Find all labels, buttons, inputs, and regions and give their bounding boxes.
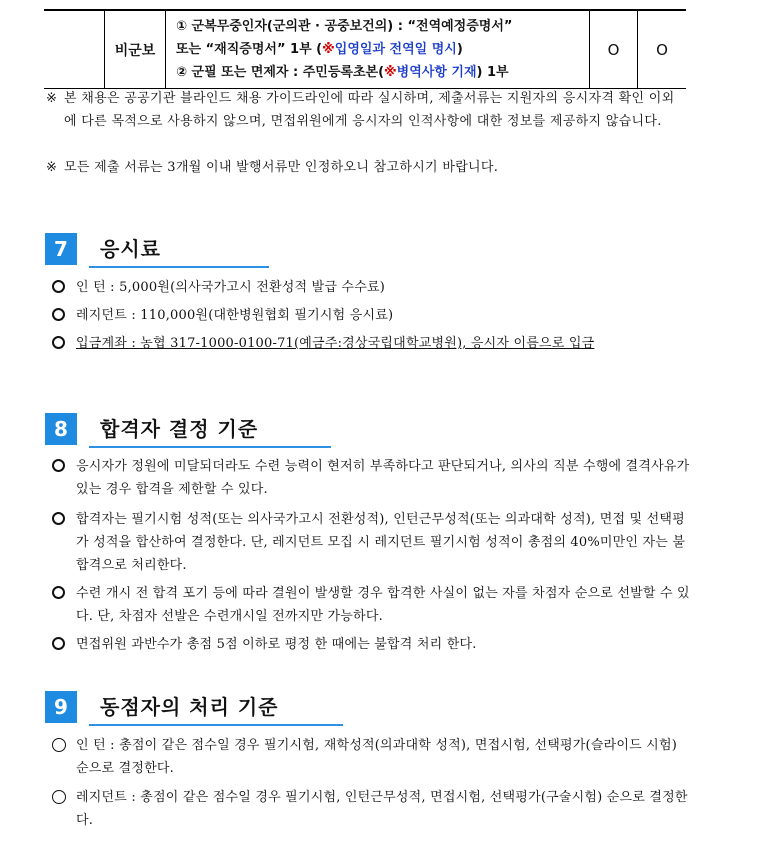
note-text: 본 채용은 공공기관 블라인드 채용 가이드라인에 따라 실시하며, 제출서류는 지원자의 응시자격 확인 이외에 다른 목적으로 사용하지 않으며, 면접위원에게 응시자의 인적사항에 대한 정보를 제공하지 않습니다. (64, 91, 675, 129)
section-underline (89, 446, 331, 448)
section-underline (89, 266, 269, 268)
circle-bullet-icon (52, 512, 65, 525)
section-number: 7 (45, 233, 77, 265)
bank-account-text: 입금계좌 : 농협 317-1000-0100-71(예금주:경상국립대학교병원), 응시자 이름으로 입금 (76, 336, 595, 351)
circle-bullet-icon (52, 790, 66, 804)
section-underline (89, 724, 343, 726)
table-line-1: ① 군복무중인자(군의관 · 공중보건의) : “전역예정증명서” (176, 19, 513, 34)
section-title: 합격자 결정 기준 (100, 417, 259, 441)
table-row-content (176, 15, 586, 84)
section-number: 8 (45, 413, 77, 445)
circle-bullet-icon (52, 459, 65, 472)
circle-bullet-icon (52, 280, 65, 293)
list-item: 인 턴 : 총점이 같은 점수일 경우 필기시험, 재학성적(의과대학 성적), 면접시험, 선택평가(슬라이드 시험) 순으로 결정한다. (52, 734, 692, 780)
list-item: 면접위원 과반수가 총점 5점 이하로 평정 한 때에는 불합격 처리 한다. (52, 633, 692, 656)
note-text: 모든 제출 서류는 3개월 이내 발행서류만 인정하오니 참고하시기 바랍니다. (64, 160, 499, 175)
list-item: 수련 개시 전 합격 포기 등에 따라 결원이 발생할 경우 합격한 사실이 없는 자를 차점자 순으로 선발할 수 있다. 단, 차점자 선발은 수련개시일 전까지만 가능하다. (52, 582, 692, 628)
circle-bullet-icon (52, 637, 65, 650)
note-symbol: ※ (46, 160, 58, 175)
table-row-label: 비군보 (114, 42, 156, 59)
list-item: 레지던트 : 총점이 같은 점수일 경우 필기시험, 인턴근무성적, 면접시험, 선택평가(구술시험) 순으로 결정한다. (52, 786, 692, 832)
table-divider (165, 11, 166, 88)
list-item: 인 턴 : 5,000원(의사국가고시 전환성적 발급 수수료) (52, 276, 692, 299)
list-item (52, 332, 692, 355)
table-mark-intern: O (607, 40, 620, 59)
table-line-2: 또는 “재직증명서” 1부 (※입영일과 전역일 명시) (176, 42, 463, 57)
circle-bullet-icon (52, 308, 65, 321)
section-number: 9 (45, 691, 77, 723)
note-blind-hiring (46, 87, 686, 133)
note-document-validity (46, 156, 686, 179)
circle-bullet-icon (52, 336, 65, 349)
section-title: 동점자의 처리 기준 (100, 695, 279, 719)
circle-bullet-icon (52, 586, 65, 599)
list-item: 합격자는 필기시험 성적(또는 의사국가고시 전환성적), 인턴근무성적(또는 의과대학 성적), 면접 및 선택평가 성적을 합산하여 결정한다. 단, 레지던트 모집 시 레지던트 필기시험 성적이 총점의 40%미만인 자는 불합격으로 처리한다. (52, 508, 692, 577)
list-item: 응시자가 정원에 미달되더라도 수련 능력이 현저히 부족하다고 판단되거나, 의사의 직분 수행에 결격사유가 있는 경우 합격을 제한할 수 있다. (52, 455, 692, 501)
circle-bullet-icon (52, 738, 66, 752)
table-mark-resident: O (656, 40, 668, 59)
section-title: 응시료 (100, 237, 161, 261)
table-line-3: ② 군필 또는 면제자 : 주민등록초본(※병역사항 기재) 1부 (176, 65, 509, 80)
note-symbol: ※ (46, 91, 58, 106)
list-item: 레지던트 : 110,000원(대한병원협회 필기시험 응시료) (52, 304, 692, 327)
documents-table (44, 9, 686, 89)
